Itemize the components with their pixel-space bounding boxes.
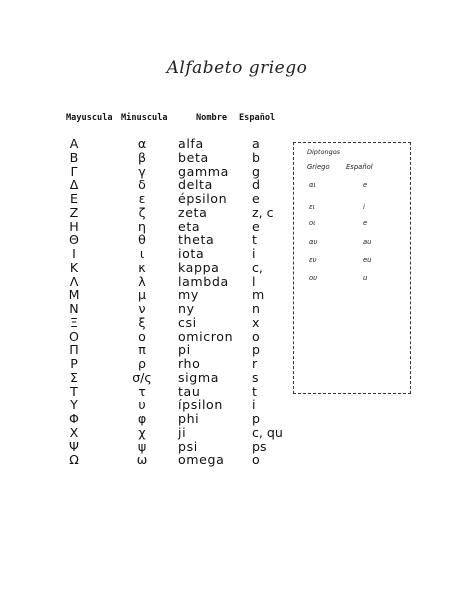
spanish-equivalent: s — [252, 369, 259, 385]
uppercase-letter: Λ — [69, 273, 79, 289]
letter-name: tau — [178, 383, 201, 399]
table-row — [0, 206, 290, 220]
lowercase-letter: ρ — [138, 356, 146, 371]
lowercase-letter: ω — [136, 452, 148, 468]
diphthong-spanish: eu — [363, 256, 372, 264]
lowercase-letter: σ/ς — [132, 369, 152, 385]
lowercase-letter: λ — [138, 273, 146, 289]
lowercase-letter: θ — [138, 232, 146, 248]
table-row — [0, 426, 290, 440]
uppercase-letter: Τ — [70, 383, 78, 399]
spanish-equivalent: b — [252, 149, 260, 165]
spanish-equivalent: n — [252, 301, 260, 316]
lowercase-letter: ν — [138, 301, 146, 316]
uppercase-letter: Π — [69, 342, 79, 358]
table-row — [0, 302, 290, 316]
diphthong-spanish: i — [363, 203, 365, 211]
table-row — [0, 137, 290, 151]
letter-name: psi — [178, 438, 198, 454]
table-row — [0, 453, 290, 467]
letter-name: sigma — [178, 369, 220, 385]
spanish-equivalent: d — [252, 177, 260, 193]
header-nombre: Nombre — [196, 113, 228, 123]
table-row — [0, 288, 290, 302]
uppercase-letter: Μ — [68, 287, 80, 303]
diphthong-spanish: e — [363, 181, 368, 189]
uppercase-letter: Δ — [69, 177, 79, 193]
spanish-equivalent: t — [252, 383, 257, 399]
letter-name: épsilon — [178, 191, 228, 206]
diphthongs-header-griego: Griego — [307, 163, 330, 171]
table-row — [0, 261, 290, 275]
table-row — [0, 385, 290, 399]
header-minuscula: Minuscula — [121, 113, 168, 123]
uppercase-letter: Κ — [69, 259, 79, 275]
uppercase-letter: Ι — [72, 246, 76, 261]
spanish-equivalent: o — [252, 328, 260, 344]
diphthong-spanish: e — [363, 219, 368, 227]
table-row — [0, 357, 290, 371]
table-row — [0, 220, 290, 234]
letter-name: ji — [178, 424, 187, 440]
table-row — [0, 343, 290, 357]
lowercase-letter: ε — [138, 191, 146, 206]
letter-name: iota — [178, 246, 205, 261]
spanish-equivalent: r — [252, 356, 258, 371]
spanish-equivalent: m — [252, 287, 265, 303]
lowercase-letter: π — [138, 342, 146, 358]
letter-name: csi — [178, 314, 197, 330]
letter-name: omega — [178, 452, 225, 468]
alphabet-table — [0, 137, 290, 467]
uppercase-letter: Ε — [70, 191, 78, 206]
table-row — [0, 178, 290, 192]
uppercase-letter: Ξ — [70, 314, 78, 330]
diphthong-greek: αι — [309, 181, 316, 189]
letter-name: rho — [178, 356, 201, 371]
lowercase-letter: υ — [138, 397, 146, 413]
letter-name: phi — [178, 411, 200, 426]
uppercase-letter: Ω — [69, 452, 79, 468]
table-row — [0, 316, 290, 330]
table-row — [0, 151, 290, 165]
lowercase-letter: η — [138, 218, 146, 234]
header-mayuscula: Mayuscula — [66, 113, 113, 123]
uppercase-letter: Ο — [69, 328, 79, 344]
diphthong-greek: ει — [309, 203, 315, 211]
letter-name: zeta — [178, 204, 208, 220]
letter-name: ny — [178, 301, 195, 316]
letter-name: alfa — [178, 136, 204, 151]
diphthong-greek: ευ — [309, 256, 317, 264]
diphthong-greek: οι — [309, 219, 316, 227]
table-row — [0, 440, 290, 454]
diphthong-spanish: au — [363, 238, 372, 246]
diphthong-row — [294, 274, 410, 286]
table-row — [0, 165, 290, 179]
lowercase-letter: μ — [137, 287, 146, 303]
spanish-equivalent: p — [252, 342, 260, 358]
uppercase-letter: Ζ — [69, 204, 79, 220]
lowercase-letter: ξ — [138, 314, 146, 330]
uppercase-letter: Γ — [70, 163, 78, 179]
table-row — [0, 247, 290, 261]
spanish-equivalent: o — [252, 452, 260, 468]
diphthong-row — [294, 256, 410, 268]
diphthong-greek: αυ — [309, 238, 318, 246]
spanish-equivalent: g — [252, 163, 260, 179]
diphthongs-header-espanol: Español — [346, 163, 373, 171]
spanish-equivalent: t — [252, 232, 257, 248]
letter-name: beta — [178, 149, 209, 165]
diphthong-row — [294, 219, 410, 231]
diphthongs-box — [293, 142, 411, 394]
uppercase-letter: Η — [69, 218, 79, 234]
table-header — [0, 113, 474, 127]
page-title: Alfabeto griego — [166, 58, 308, 78]
lowercase-letter: κ — [138, 259, 146, 275]
diphthongs-title: Diptongos — [307, 148, 341, 156]
uppercase-letter: Φ — [69, 411, 79, 426]
lowercase-letter: ο — [138, 328, 146, 344]
lowercase-letter: φ — [137, 411, 147, 426]
spanish-equivalent: c, qu — [252, 424, 283, 440]
table-row — [0, 233, 290, 247]
table-row — [0, 371, 290, 385]
spanish-equivalent: a — [252, 136, 260, 151]
letter-name: lambda — [178, 273, 229, 289]
spanish-equivalent: z, c — [252, 204, 274, 220]
spanish-equivalent: x — [252, 314, 260, 330]
spanish-equivalent: e — [252, 191, 260, 206]
spanish-equivalent: e — [252, 218, 260, 234]
header-espanol: Español — [239, 113, 276, 123]
letter-name: kappa — [178, 259, 220, 275]
uppercase-letter: Υ — [70, 397, 78, 413]
letter-name: delta — [178, 177, 213, 193]
spanish-equivalent: i — [252, 397, 256, 413]
uppercase-letter: Ψ — [69, 438, 79, 454]
letter-name: theta — [178, 232, 215, 248]
lowercase-letter: ψ — [137, 438, 147, 454]
lowercase-letter: β — [137, 149, 147, 165]
diphthong-greek: ου — [309, 274, 318, 282]
lowercase-letter: γ — [138, 163, 146, 179]
uppercase-letter: Ν — [69, 301, 79, 316]
lowercase-letter: ζ — [138, 204, 146, 220]
spanish-equivalent: c, — [252, 259, 263, 275]
diphthong-spanish: u — [363, 274, 368, 282]
table-row — [0, 330, 290, 344]
table-row — [0, 412, 290, 426]
spanish-equivalent: p — [252, 411, 260, 426]
letter-name: omicron — [178, 328, 234, 344]
spanish-equivalent: ps — [252, 438, 267, 454]
letter-name: ípsilon — [178, 397, 223, 413]
table-row — [0, 275, 290, 289]
diphthong-row — [294, 181, 410, 193]
diphthong-row — [294, 238, 410, 250]
lowercase-letter: δ — [138, 177, 146, 193]
lowercase-letter: α — [137, 136, 147, 151]
uppercase-letter: Θ — [69, 232, 79, 248]
lowercase-letter: ι — [139, 246, 145, 261]
letter-name: pi — [178, 342, 191, 358]
uppercase-letter: Β — [69, 149, 79, 165]
spanish-equivalent: i — [252, 246, 256, 261]
letter-name: my — [178, 287, 199, 303]
lowercase-letter: τ — [138, 383, 146, 399]
table-row — [0, 192, 290, 206]
spanish-equivalent: l — [252, 273, 256, 289]
uppercase-letter: Ρ — [70, 356, 78, 371]
letter-name: eta — [178, 218, 201, 234]
diphthong-row — [294, 203, 410, 215]
uppercase-letter: Σ — [70, 369, 78, 385]
uppercase-letter: Χ — [69, 424, 79, 440]
letter-name: gamma — [178, 163, 229, 179]
lowercase-letter: χ — [138, 424, 146, 440]
table-row — [0, 398, 290, 412]
uppercase-letter: Α — [69, 136, 79, 151]
